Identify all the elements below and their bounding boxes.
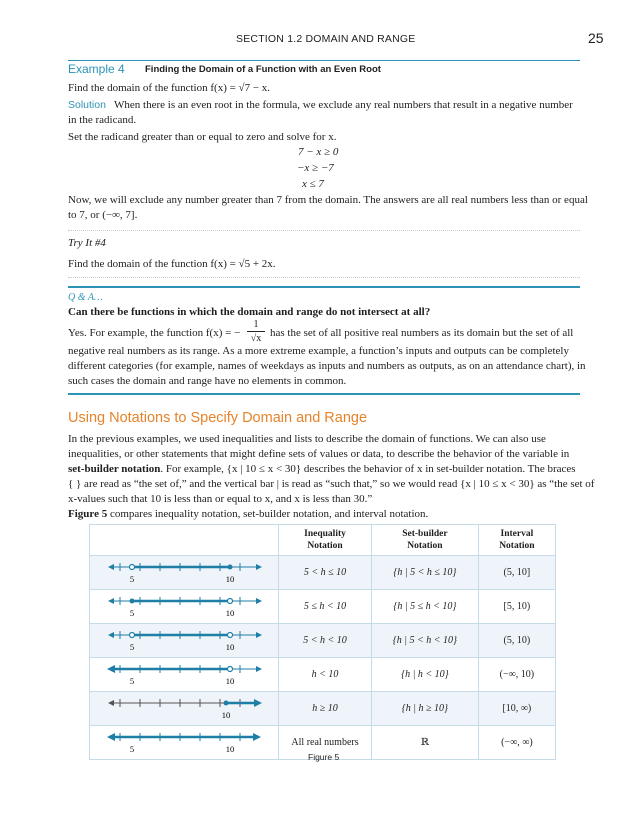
notation-comparison-table bbox=[89, 524, 556, 760]
table-row bbox=[90, 590, 556, 624]
section-p2-rest: compares inequality notation, set-builder notation, and interval notation. bbox=[107, 508, 429, 520]
section-p1-line1: In the previous examples, we used inequalities and lists to describe the domain of functions. We can also use bbox=[68, 433, 546, 445]
number-line-cell bbox=[90, 692, 279, 726]
header-interval: Interval Notation bbox=[478, 525, 555, 556]
number-line-cell bbox=[90, 556, 279, 590]
table-row bbox=[90, 556, 556, 590]
number-line-6 bbox=[90, 726, 278, 756]
example-top-rule bbox=[68, 60, 580, 61]
solution-text-2: in the radicand. bbox=[68, 114, 137, 126]
qa-answer-2: negative real numbers as its range. As a more extreme example, a function’s inputs and outputs can be completely bbox=[68, 345, 569, 357]
solution-text: When there is an even root in the formula, we exclude any real numbers that result in a negative number bbox=[114, 99, 573, 111]
section-heading: Using Notations to Specify Domain and Range bbox=[68, 410, 368, 426]
interval-cell: [10, ∞) bbox=[478, 692, 555, 726]
equation-3: x ≤ 7 bbox=[302, 178, 324, 190]
header-set-builder: Set-builder Notation bbox=[372, 525, 479, 556]
conclusion-2: to 7, or (−∞, 7]. bbox=[68, 209, 138, 221]
set-builder-cell: {h | h < 10} bbox=[372, 658, 479, 692]
section-p1-line2: inequalities, or other statements that might define sets of values or data, to describe the behavior of the variable in bbox=[68, 448, 570, 460]
qa-answer-4: such cases the domain and range have no elements in common. bbox=[68, 375, 347, 387]
inequality-cell: h ≥ 10 bbox=[279, 692, 372, 726]
term-set-builder: set-builder notation bbox=[68, 463, 161, 475]
qa-answer-3: different categories (for example, names of weekdays as inputs and numbers as outputs, as on an attendance chart), in bbox=[68, 360, 586, 372]
tick-label-5: 5 bbox=[129, 574, 135, 584]
number-line-2 bbox=[90, 590, 278, 620]
inequality-cell: h < 10 bbox=[279, 658, 372, 692]
number-line-3 bbox=[90, 624, 278, 654]
qa-fraction-numerator: 1 bbox=[247, 318, 265, 332]
inequality-cell: 5 ≤ h < 10 bbox=[279, 590, 372, 624]
qa-question: Can there be functions in which the domain and range do not intersect at all? bbox=[68, 306, 431, 318]
table-row bbox=[90, 624, 556, 658]
set-builder-cell: {h | 5 < h < 10} bbox=[372, 624, 479, 658]
try-it-label: Try It #4 bbox=[68, 237, 106, 249]
section-header: SECTION 1.2 DOMAIN AND RANGE bbox=[236, 33, 416, 45]
tick-label-5: 5 bbox=[129, 676, 135, 686]
try-it-text: Find the domain of the function f(x) = √5 + 2x. bbox=[68, 258, 276, 270]
interval-cell: (−∞, ∞) bbox=[478, 726, 555, 760]
tick-label-5: 5 bbox=[129, 608, 135, 618]
qa-answer-1a: Yes. For example, the function f(x) = − bbox=[68, 327, 241, 339]
tick-label-10: 10 bbox=[225, 676, 235, 686]
number-line-cell bbox=[90, 624, 279, 658]
set-builder-cell: {h | 5 < h ≤ 10} bbox=[372, 556, 479, 590]
qa-answer-1b: has the set of all positive real numbers as its domain but the set of all bbox=[270, 327, 574, 339]
equation-2: −x ≥ −7 bbox=[297, 162, 334, 174]
qa-label: Q & A… bbox=[68, 292, 103, 303]
table-header-row bbox=[90, 525, 556, 556]
figure-caption: Figure 5 bbox=[308, 752, 340, 762]
interval-cell: (5, 10] bbox=[478, 556, 555, 590]
set-builder-cell: ℝ bbox=[372, 726, 479, 760]
table-row bbox=[90, 658, 556, 692]
section-p1-line3-rest: . For example, {x | 10 ≤ x < 30} describes the behavior of x in set-builder notation. The braces bbox=[160, 463, 576, 475]
tick-label-5: 5 bbox=[129, 642, 135, 652]
figure-ref: Figure 5 bbox=[68, 508, 108, 520]
tick-label-10: 10 bbox=[225, 574, 235, 584]
qa-fraction-denominator: √x bbox=[250, 333, 262, 344]
example-label: Example 4 bbox=[68, 62, 125, 76]
tick-label-10: 10 bbox=[221, 710, 231, 720]
try-it-top-rule bbox=[68, 230, 580, 231]
interval-cell: [5, 10) bbox=[478, 590, 555, 624]
qa-top-rule bbox=[68, 286, 580, 288]
inequality-cell: All real numbers bbox=[279, 726, 372, 760]
tick-label-10: 10 bbox=[225, 608, 235, 618]
inequality-cell: 5 < h ≤ 10 bbox=[279, 556, 372, 590]
header-blank bbox=[90, 525, 279, 556]
number-line-cell bbox=[90, 590, 279, 624]
interval-cell: (5, 10) bbox=[478, 624, 555, 658]
try-it-bottom-rule bbox=[68, 277, 580, 278]
qa-bottom-rule bbox=[68, 393, 580, 395]
section-p1-line5: x-values such that 10 is less than or equal to x, and x is less than 30.” bbox=[68, 493, 373, 505]
example-title: Finding the Domain of a Function with an Even Root bbox=[145, 64, 381, 75]
inequality-cell: 5 < h < 10 bbox=[279, 624, 372, 658]
tick-label-10: 10 bbox=[225, 642, 235, 652]
set-builder-cell: {h | 5 ≤ h < 10} bbox=[372, 590, 479, 624]
conclusion-1: Now, we will exclude any number greater than 7 from the domain. The answers are all real numbers less than or equal bbox=[68, 194, 588, 206]
number-line-4 bbox=[90, 658, 278, 688]
set-builder-cell: {h | h ≥ 10} bbox=[372, 692, 479, 726]
example-prompt: Find the domain of the function f(x) = √7 − x. bbox=[68, 82, 271, 94]
equation-1: 7 − x ≥ 0 bbox=[298, 146, 339, 158]
interval-cell: (−∞, 10) bbox=[478, 658, 555, 692]
tick-label-10: 10 bbox=[225, 744, 235, 754]
number-line-cell bbox=[90, 726, 279, 760]
page-number: 25 bbox=[588, 30, 604, 46]
tick-label-5: 5 bbox=[129, 744, 135, 754]
number-line-5 bbox=[90, 692, 278, 722]
step-text: Set the radicand greater than or equal to zero and solve for x. bbox=[68, 131, 337, 143]
qa-fraction bbox=[247, 318, 265, 345]
table-row bbox=[90, 692, 556, 726]
header-inequality: Inequality Notation bbox=[279, 525, 372, 556]
section-p1-line3 bbox=[68, 462, 576, 478]
solution-line bbox=[68, 98, 573, 114]
solution-label: Solution bbox=[68, 99, 106, 111]
section-p2 bbox=[68, 507, 428, 523]
number-line-cell bbox=[90, 658, 279, 692]
section-p1-line4: { } are read as “the set of,” and the vertical bar | is read as “such that,” so we would read {x | 10 ≤ x < 30} as “the set of bbox=[68, 478, 595, 490]
number-line-1 bbox=[90, 556, 278, 586]
